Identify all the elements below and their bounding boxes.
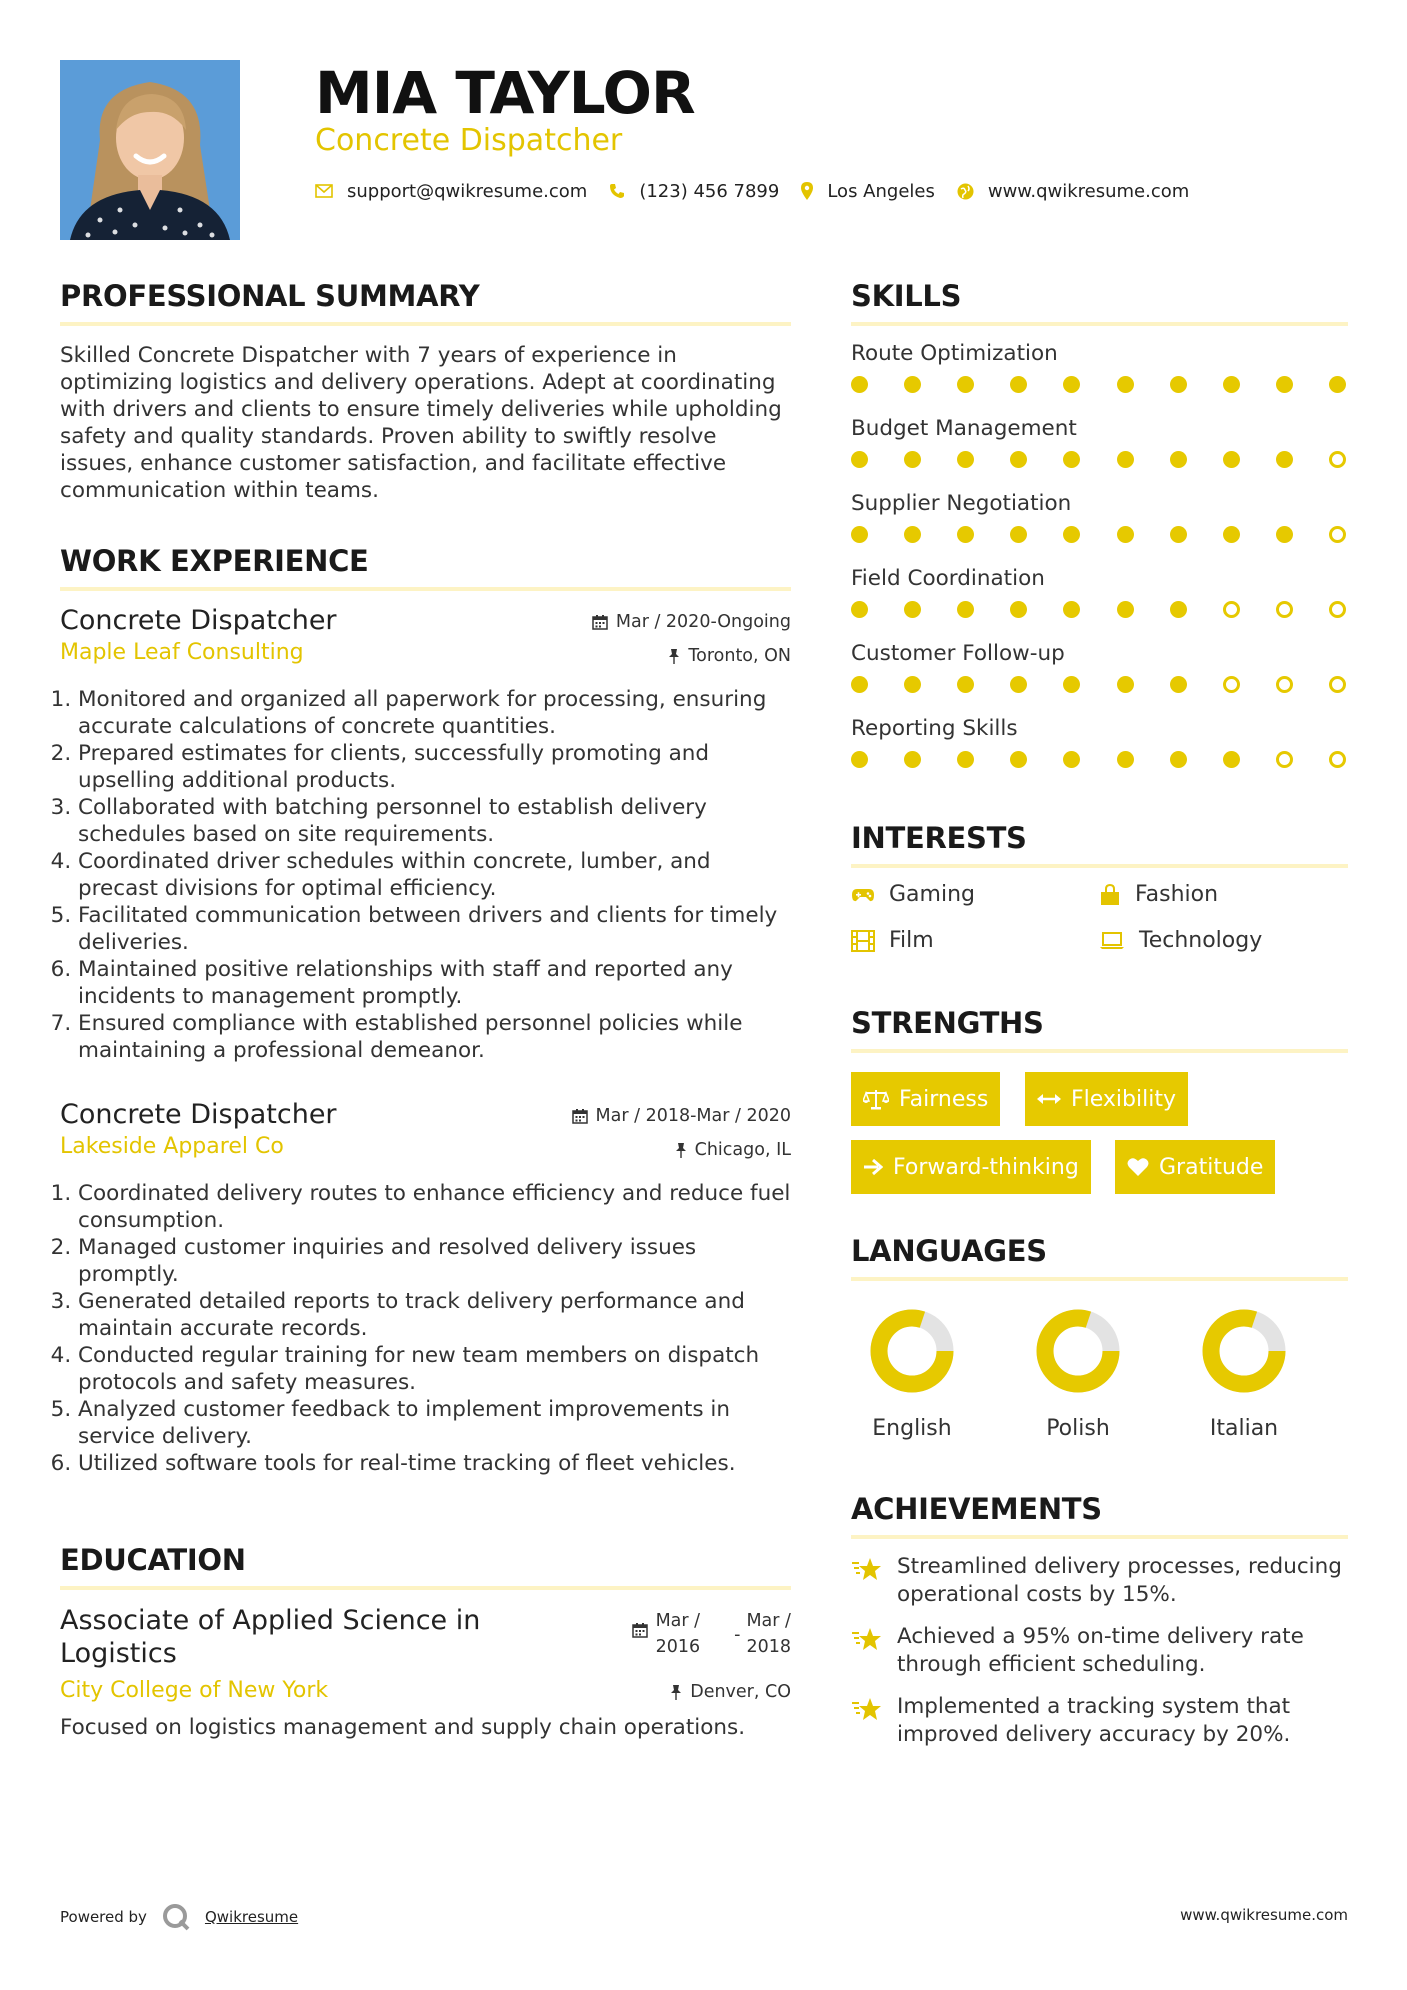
pushpin-icon [668,648,680,664]
degree-line-1: Associate of Applied Science in [60,1605,481,1636]
rating-dot-filled [1063,376,1080,393]
rating-dot-filled [1010,451,1027,468]
powered-by-label: Powered by [60,1908,147,1926]
languages-rule [851,1277,1348,1281]
job-1-company: Maple Leaf Consulting [60,640,304,665]
rating-dot-filled [1170,601,1187,618]
rating-dot-filled [851,751,868,768]
strength-label: Flexibility [1071,1086,1176,1112]
contact-bar [315,178,1211,204]
strengths-rule [851,1049,1348,1053]
rating-dot-filled [1010,376,1027,393]
rating-dot-filled [1063,601,1080,618]
language-item [842,1308,982,1441]
job-1-location [668,646,791,666]
achievement-text: Achieved a 95% on-time delivery rate through efficient scheduling. [897,1624,1304,1677]
language-item [1174,1308,1314,1441]
list-item: 6. Maintained positive relationships with staff and reported any incidents to management promptly. [78,956,791,1010]
skill-rating [851,676,1346,693]
list-item: 1. Monitored and organized all paperwork for processing, ensuring accurate calculations of concrete quantities. [78,686,791,740]
interest-label: Fashion [1135,882,1219,907]
job-2-location [675,1140,791,1160]
achievement-text: Implemented a tracking system that improved delivery accuracy by 20%. [897,1694,1291,1747]
skills-list [851,340,1348,790]
skill-row [851,490,1348,565]
education-dates [632,1608,791,1660]
interest-label: Film [889,928,934,953]
education-end-year: 2018 [746,1637,791,1657]
qwikresume-link[interactable]: Qwikresume [204,1908,299,1926]
languages-section [851,1233,1348,1281]
rating-dot-filled [957,451,974,468]
rating-dot-filled [1223,526,1240,543]
rating-dot-empty [1329,676,1346,693]
rating-dot-filled [957,751,974,768]
interest-label: Gaming [889,882,975,907]
rating-dot-filled [1010,526,1027,543]
rating-dot-filled [1063,676,1080,693]
rating-dot-filled [1063,451,1080,468]
summary-section [60,278,791,504]
rating-dot-filled [1170,526,1187,543]
candidate-title: Concrete Dispatcher [315,123,623,158]
list-item: 2. Prepared estimates for clients, successfully promoting and upselling additional products. [78,740,791,794]
list-item: 3. Generated detailed reports to track delivery performance and maintain accurate records. [78,1288,791,1342]
language-label: English [872,1416,952,1441]
laptop-icon [1099,932,1125,950]
skill-rating [851,601,1346,618]
strengths-section [851,1005,1348,1053]
rating-dot-filled [1117,751,1134,768]
rating-dot-empty [1329,451,1346,468]
interest-item [1099,882,1218,907]
arrow-right-icon [863,1158,883,1176]
education-end [746,1608,791,1660]
skills-heading: SKILLS [851,279,962,313]
language-label: Italian [1209,1416,1279,1441]
strength-tag [851,1072,1000,1126]
experience-rule [60,587,791,591]
skills-section [851,278,1348,326]
rating-dot-filled [1276,526,1293,543]
list-item: 7. Ensured compliance with established personnel policies while maintaining a professional demeanor. [78,1010,791,1064]
achievements-heading: ACHIEVEMENTS [851,1492,1102,1526]
rating-dot-empty [1276,676,1293,693]
achievements-section [851,1491,1348,1539]
job-2-location-text: Chicago, IL [694,1140,791,1160]
pushpin-icon [670,1684,682,1700]
skill-rating [851,526,1346,543]
education-date-separator: - [734,1625,741,1645]
skill-name: Supplier Negotiation [851,491,1072,516]
summary-text: Skilled Concrete Dispatcher with 7 years of experience in optimizing logistics and delivery operations. Adept at coordinating with drivers and clients to ensure timely deliveries while upholding safety and quality standards. Proven ability to swiftly resolve issues, enhance customer satisfaction, and facilitate effective communication within teams. [60,343,782,503]
language-proficiency-ring [1008,1308,1148,1398]
interests-rule [851,864,1348,868]
degree-line-2: Logistics [60,1638,177,1669]
rating-dot-filled [1170,676,1187,693]
job-2-company: Lakeside Apparel Co [60,1134,284,1159]
achievement-item [851,1693,1348,1749]
list-item: 2. Managed customer inquiries and resolved delivery issues promptly. [78,1234,791,1288]
calendar-icon [572,1108,588,1124]
globe-icon [957,183,974,200]
location-pin-icon [801,182,813,200]
contact-location-text: Los Angeles [827,180,935,202]
language-proficiency-ring [1174,1308,1314,1398]
rating-dot-filled [957,676,974,693]
education-location [670,1682,791,1702]
rating-dot-empty [1329,601,1346,618]
rating-dot-empty [1329,526,1346,543]
interest-item [1099,928,1262,953]
rating-dot-filled [1117,676,1134,693]
list-item: 4. Coordinated driver schedules within concrete, lumber, and precast divisions for optimal efficiency. [78,848,791,902]
strength-tag [1115,1140,1275,1194]
skill-rating [851,451,1346,468]
profile-photo [60,60,240,240]
rating-dot-filled [904,526,921,543]
skill-name: Budget Management [851,416,1077,441]
contact-phone[interactable] [609,181,779,202]
heart-icon [1127,1157,1149,1177]
degree-title [60,1604,480,1670]
education-end-month: Mar / [746,1611,791,1631]
skill-row [851,715,1348,790]
education-start [656,1608,701,1660]
star-icon [851,1557,881,1583]
rating-dot-filled [957,526,974,543]
star-icon [851,1627,881,1653]
job-2-title: Concrete Dispatcher [60,1099,337,1130]
rating-dot-filled [957,601,974,618]
rating-dot-empty [1276,601,1293,618]
rating-dot-filled [1276,376,1293,393]
star-icon [851,1697,881,1723]
rating-dot-empty [1276,751,1293,768]
skill-name: Field Coordination [851,566,1045,591]
arrows-horizontal-icon [1037,1093,1061,1105]
footer-powered-by [60,1902,298,1932]
qwikresume-logo-icon [161,1902,191,1932]
contact-location [801,181,935,202]
rating-dot-filled [1117,526,1134,543]
skill-rating [851,751,1346,768]
education-start-month: Mar / [655,1611,701,1631]
education-section [60,1542,791,1590]
rating-dot-filled [1170,376,1187,393]
job-1-duties [60,686,791,1064]
strength-label: Forward-thinking [893,1154,1079,1180]
rating-dot-filled [904,601,921,618]
job-1-title: Concrete Dispatcher [60,605,337,636]
calendar-icon [592,614,608,630]
skill-row [851,340,1348,415]
skill-name: Route Optimization [851,341,1058,366]
envelope-icon [315,184,333,198]
list-item: 6. Utilized software tools for real-time tracking of fleet vehicles. [78,1450,791,1477]
rating-dot-filled [1223,376,1240,393]
skill-row [851,415,1348,490]
languages-list [841,1308,1351,1448]
strength-label: Gratitude [1159,1154,1264,1180]
rating-dot-filled [904,451,921,468]
rating-dot-empty [1329,751,1346,768]
film-icon [851,930,875,952]
interest-item [851,882,975,907]
achievement-item [851,1623,1348,1679]
education-rule [60,1586,791,1590]
job-1-location-text: Toronto, ON [688,646,791,666]
calendar-icon [632,1622,648,1638]
rating-dot-filled [1329,376,1346,393]
rating-dot-filled [1063,526,1080,543]
rating-dot-filled [1010,676,1027,693]
rating-dot-filled [1010,601,1027,618]
list-item: 4. Conducted regular training for new team members on dispatch protocols and safety measures. [78,1342,791,1396]
list-item: 3. Collaborated with batching personnel to establish delivery schedules based on site requirements. [78,794,791,848]
education-description: Focused on logistics management and supply chain operations. [60,1715,746,1740]
education-location-text: Denver, CO [690,1682,791,1702]
rating-dot-empty [1223,676,1240,693]
job-1-dates [592,612,791,632]
shopping-bag-icon [1099,884,1121,906]
contact-email[interactable] [315,181,587,202]
rating-dot-filled [957,376,974,393]
rating-dot-filled [1117,376,1134,393]
footer-website[interactable]: www.qwikresume.com [1180,1906,1348,1924]
experience-section [60,543,791,591]
rating-dot-filled [1223,751,1240,768]
interests-section [851,820,1348,868]
strength-tag [1025,1072,1188,1126]
job-1-dates-text: Mar / 2020-Ongoing [615,612,791,632]
portrait-image [60,60,240,240]
skill-row [851,640,1348,715]
job-2-duties [60,1180,791,1477]
strength-tag [851,1140,1091,1194]
list-item: 5. Facilitated communication between drivers and clients for timely deliveries. [78,902,791,956]
contact-website[interactable] [957,181,1189,202]
school-name: City College of New York [60,1678,329,1703]
contact-email-text: support@qwikresume.com [347,180,588,202]
education-start-year: 2016 [655,1637,701,1657]
pushpin-icon [675,1142,687,1158]
experience-heading: WORK EXPERIENCE [60,544,369,578]
list-item: 1. Coordinated delivery routes to enhance efficiency and reduce fuel consumption. [78,1180,791,1234]
contact-phone-text: (123) 456 7899 [639,180,780,202]
candidate-name: MIA TAYLOR [315,59,695,127]
rating-dot-filled [851,451,868,468]
rating-dot-filled [904,676,921,693]
rating-dot-filled [904,376,921,393]
skill-name: Customer Follow-up [851,641,1065,666]
rating-dot-filled [851,676,868,693]
job-2-dates [572,1106,791,1126]
strengths-heading: STRENGTHS [851,1006,1044,1040]
achievements-list [851,1553,1348,1749]
skill-name: Reporting Skills [851,716,1018,741]
rating-dot-filled [1223,451,1240,468]
education-heading: EDUCATION [60,1543,246,1577]
language-label: Polish [1046,1416,1110,1441]
interest-item [851,928,934,953]
summary-rule [60,322,791,326]
job-2-dates-text: Mar / 2018-Mar / 2020 [595,1106,791,1126]
rating-dot-filled [1170,451,1187,468]
phone-icon [609,183,625,199]
gamepad-icon [851,887,875,903]
balance-scale-icon [863,1088,889,1110]
achievement-item [851,1553,1348,1609]
strength-label: Fairness [899,1086,989,1112]
rating-dot-filled [1063,751,1080,768]
rating-dot-filled [1117,451,1134,468]
rating-dot-filled [904,751,921,768]
rating-dot-filled [1170,751,1187,768]
rating-dot-filled [1117,601,1134,618]
achievements-rule [851,1535,1348,1539]
languages-heading: LANGUAGES [851,1234,1047,1268]
job-entry-2 [60,1098,791,1477]
rating-dot-filled [851,526,868,543]
language-item [1008,1308,1148,1441]
skill-row [851,565,1348,640]
interest-label: Technology [1139,928,1263,953]
rating-dot-empty [1223,601,1240,618]
rating-dot-filled [851,376,868,393]
summary-heading: PROFESSIONAL SUMMARY [60,279,480,313]
interests-heading: INTERESTS [851,821,1027,855]
education-entry [60,1604,791,1741]
job-entry-1 [60,604,791,1064]
skill-rating [851,376,1346,393]
achievement-text: Streamlined delivery processes, reducing operational costs by 15%. [897,1554,1342,1607]
rating-dot-filled [1010,751,1027,768]
contact-website-text: www.qwikresume.com [987,180,1190,202]
list-item: 5. Analyzed customer feedback to implement improvements in service delivery. [78,1396,791,1450]
skills-rule [851,322,1348,326]
rating-dot-filled [851,601,868,618]
language-proficiency-ring [842,1308,982,1398]
rating-dot-filled [1276,451,1293,468]
